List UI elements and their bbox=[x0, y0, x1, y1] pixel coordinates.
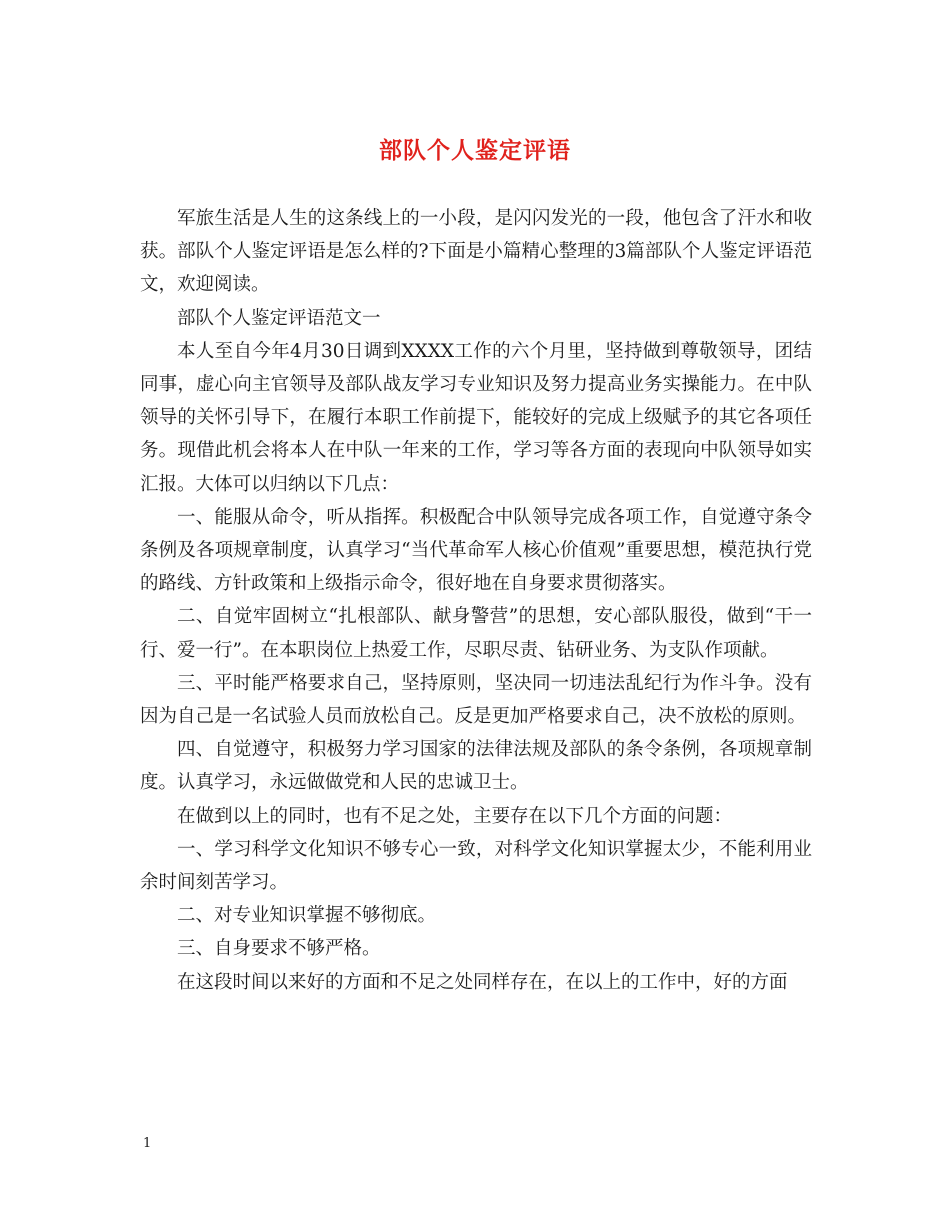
paragraph-body: 本人至自今年4月30日调到XXXX工作的六个月里，坚持做到尊敬领导，团结同事，虚心向主官领导及部队战友学习专业知识及努力提高业务实操能力。在中队领导的关怀引导下，在履行本职工作前提下，能较好的完成上级赋予的其它各项任务。现借此机会将本人在中队一年来的工作，学习等各方面的表现向中队领导如实汇报。大体可以归纳以下几点： bbox=[140, 340, 812, 495]
page-number: 1 bbox=[143, 1136, 152, 1151]
paragraph-shortcoming-3: 三、自身要求不够严格。 bbox=[177, 938, 381, 960]
document-title: 部队个人鉴定评语 bbox=[379, 137, 571, 164]
paragraph-shortcoming-2: 二、对专业知识掌握不够彻底。 bbox=[177, 905, 437, 927]
paragraph-shortcomings: 在做到以上的同时，也有不足之处，主要存在以下几个方面的问题： bbox=[177, 805, 733, 827]
paragraph-shortcoming-1: 一、学习科学文化知识不够专心一致，对科学文化知识掌握太少，不能利用业余时间刻苦学习。 bbox=[140, 838, 812, 894]
document-body bbox=[140, 202, 812, 999]
paragraph-closing: 在这段时间以来好的方面和不足之处同样存在，在以上的工作中，好的方面 bbox=[177, 971, 788, 993]
paragraph-intro: 军旅生活是人生的这条线上的一小段，是闪闪发光的一段，他包含了汗水和收获。部队个人鉴定评语是怎么样的?下面是小篇精心整理的3篇部队个人鉴定评语范文，欢迎阅读。 bbox=[140, 208, 812, 296]
paragraph-point-2: 二、自觉牢固树立“扎根部队、献身警营”的思想，安心部队服役，做到“干一行、爱一行”。在本职岗位上热爱工作，尽职尽责、钻研业务、为支队作项献。 bbox=[140, 606, 812, 661]
paragraph-point-3: 三、平时能严格要求自己，坚持原则，坚决同一切违法乱纪行为作斗争。没有因为自己是一名试验人员而放松自己。反是更加严格要求自己，决不放松的原则。 bbox=[140, 672, 812, 728]
paragraph-section-heading: 部队个人鉴定评语范文一 bbox=[177, 307, 381, 329]
paragraph-point-4: 四、自觉遵守，积极努力学习国家的法律法规及部队的条令条例，各项规章制度。认真学习，永远做做党和人民的忠诚卫士。 bbox=[140, 739, 812, 794]
paragraph-point-1: 一、能服从命令，听从指挥。积极配合中队领导完成各项工作，自觉遵守条令条例及各项规章制度，认真学习“当代革命军人核心价值观”重要思想，模范执行党的路线、方针政策和上级指示命令，很好地在自身要求贯彻落实。 bbox=[140, 506, 812, 595]
